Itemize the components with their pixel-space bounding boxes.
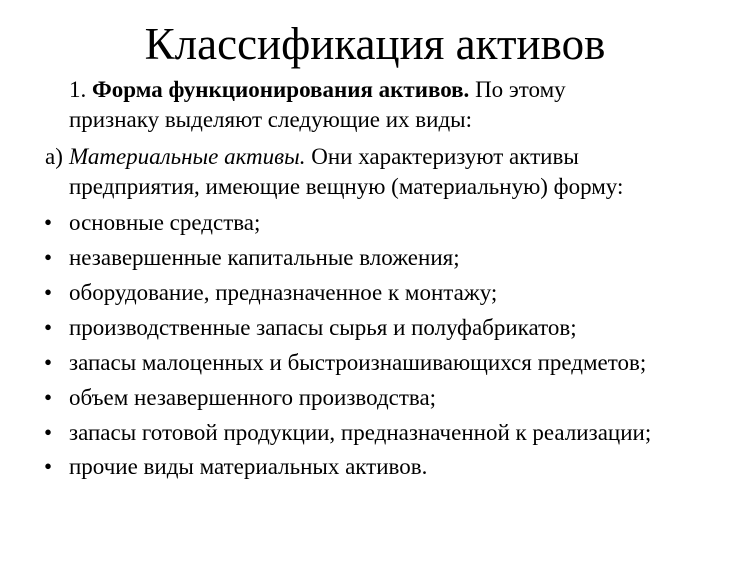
list-item — [0, 278, 750, 310]
list-item-text: незавершенные капитальные вложения; — [69, 245, 460, 270]
list-item — [0, 452, 750, 484]
list-item-text: прочие виды материальных активов. — [69, 454, 428, 479]
list-item — [0, 348, 750, 380]
bullet-icon: • — [44, 385, 53, 410]
list-item-text: запасы малоценных и быстроизнашивающихся предметов; — [69, 350, 647, 375]
intro-number: 1. — [69, 77, 87, 102]
bullet-icon: • — [44, 245, 53, 270]
material-text-1: Они характеризуют активы — [311, 144, 579, 169]
material-term: Материальные активы. — [69, 144, 306, 169]
bullet-icon: • — [44, 350, 53, 375]
bullet-icon: • — [44, 280, 53, 305]
list-item-text: запасы готовой продукции, предназначенной к реализации; — [69, 420, 652, 445]
intro-line-2: признаку выделяют следующие их виды: — [69, 107, 473, 132]
bullet-icon: • — [44, 210, 53, 235]
list-item — [0, 208, 750, 240]
intro-line-1 — [69, 75, 566, 105]
list-item — [0, 383, 750, 415]
list-item — [0, 418, 750, 450]
list-item-text: производственные запасы сырья и полуфабрикатов; — [69, 315, 577, 340]
bullet-icon: • — [44, 454, 53, 479]
bullet-icon: • — [44, 420, 53, 445]
bullet-icon: • — [44, 315, 53, 340]
material-line-2: предприятия, имеющие вещную (материальную) форму: — [69, 174, 624, 199]
list-item-text: оборудование, предназначенное к монтажу; — [69, 280, 498, 305]
material-line-1 — [69, 142, 579, 172]
material-marker: а) — [45, 144, 63, 169]
list-item — [0, 243, 750, 275]
list-item-text: основные средства; — [69, 210, 261, 235]
intro-text-1: По этому — [475, 77, 566, 102]
list-item — [0, 313, 750, 345]
list-item-text: объем незавершенного производства; — [69, 385, 437, 410]
intro-heading: Форма функционирования активов. — [92, 77, 470, 102]
slide-title: Классификация активов — [144, 19, 606, 69]
